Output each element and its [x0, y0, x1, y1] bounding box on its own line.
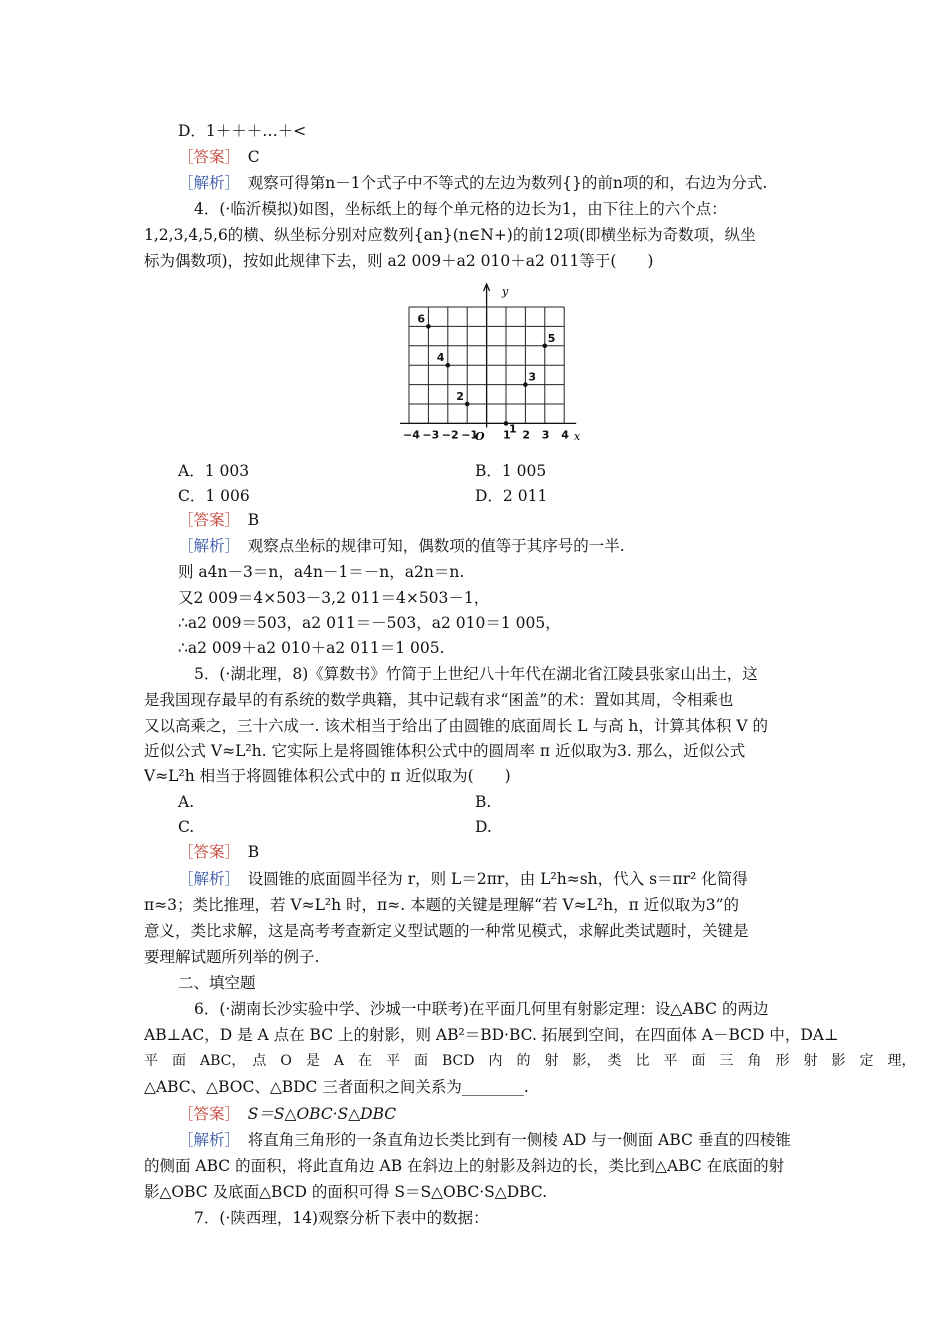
q4-option-c: C．1 006 [178, 487, 250, 505]
analysis-text: 观察点坐标的规律可知，偶数项的值等于其序号的一半. [247, 537, 625, 555]
analysis-label: ［解析］ [178, 870, 233, 888]
q4-work-1: 则 a4n－3＝n，a4n－1＝－n，a2n＝n. [178, 563, 465, 581]
answer-value: B [247, 511, 260, 529]
point-label-3: 3 [528, 370, 537, 384]
q6-line1: 6．(·湖南长沙实验中学、沙城一中联考)在平面几何里有射影定理：设△ABC 的两边 [194, 1000, 769, 1018]
point-label-2: 2 [456, 390, 464, 403]
x-tick-label: −1 [461, 428, 479, 442]
q5-line2: 是我国现存最早的有系统的数学典籍，其中记载有求“囷盖”的术：置如其周，令相乘也 [144, 691, 734, 709]
x-tick-label: 4 [561, 428, 569, 442]
q5-analysis-4: 要理解试题所列举的例子. [144, 948, 320, 966]
q5-option-c: C. [178, 818, 195, 836]
point-label-6: 6 [417, 312, 426, 326]
q5-line5: V≈L²h 相当于将圆锥体积公式中的 π 近似取为( ) [144, 767, 511, 785]
point-5 [543, 344, 548, 349]
answer-label: ［答案］ [178, 843, 233, 861]
section-heading: 二、填空题 [178, 974, 256, 992]
analysis-text: 将直角三角形的一条直角边长类比到有一侧棱 AD 与一侧面 ABC 垂直的四棱锥 [247, 1131, 791, 1149]
analysis-text: 观察可得第n－1个式子中不等式的左边为数列{}的前n项的和，右边为分式. [247, 174, 768, 192]
q3-analysis-row [178, 172, 767, 194]
q6-line3: 平 面 ABC， 点 O 是 A 在 平 面 BCD 内 的 射 影， 类 比 平 面 三 角 形 射 影 定 理， [144, 1053, 916, 1069]
x-tick-label: −3 [422, 428, 440, 442]
q4-work-4: ∴a2 009＋a2 010＋a2 011＝1 005. [178, 639, 445, 657]
q6-answer-row [178, 1103, 396, 1125]
q6-analysis-row [178, 1129, 791, 1151]
answer-value: C [247, 148, 260, 166]
q6-analysis-3: 影△OBC 及底面△BCD 的面积可得 S＝S△OBC·S△DBC. [144, 1183, 548, 1201]
x-tick-label: −4 [403, 428, 420, 442]
y-axis-label: y [502, 285, 509, 298]
q5-answer-row [178, 841, 259, 863]
q5-line1: 5．(·湖北理，8)《算数书》竹简于上世纪八十年代在湖北省江陵县张家山出土，这 [194, 665, 758, 683]
q6-line4: △ABC、△BOC、△BDC 三者面积之间关系为________. [144, 1078, 529, 1096]
q4-work-2: 又2 009＝4×503－3,2 011＝4×503－1， [178, 589, 490, 607]
analysis-label: ［解析］ [178, 537, 233, 555]
q3-answer-row [178, 146, 260, 168]
point-label-4: 4 [436, 351, 445, 365]
q5-analysis-row [178, 868, 748, 890]
x-tick-labels [403, 428, 569, 441]
x-tick-label: 2 [522, 428, 531, 442]
q4-answer-row [178, 509, 259, 531]
q4-option-b: B．1 005 [475, 462, 547, 480]
q5-option-a: A. [178, 793, 195, 811]
point-label-5: 5 [547, 331, 556, 345]
answer-label: ［答案］ [178, 511, 233, 529]
q6-line2: AB⊥AC，D 是 A 点在 BC 上的射影，则 AB²＝BD·BC. 拓展到空间，在四面体 A－BCD 中，DA⊥ [144, 1026, 839, 1044]
x-axis-label: x [574, 430, 581, 443]
q5-option-d: D. [475, 818, 492, 836]
q6-analysis-2: 的侧面 ABC 的面积，将此直角边 AB 在斜边上的射影及斜边的长，类比到△ABC 在底面的射 [144, 1157, 785, 1175]
analysis-text: 设圆锥的底面圆半径为 r，则 L＝2πr，由 L²h≈sh，代入 s＝πr² 化简得 [247, 870, 748, 888]
q3-option-d: D．1＋＋＋…＋< [178, 122, 307, 140]
q7-line1: 7．(·陕西理，14)观察分析下表中的数据： [194, 1209, 489, 1227]
point-label-1: 1 [509, 422, 517, 436]
q5-line4: 近似公式 V≈L²h. 它实际上是将圆锥体积公式中的圆周率 π 近似取为3. 那么，近似公式 [144, 742, 746, 760]
q5-analysis-3: 意义，类比求解，这是高考考查新定义型试题的一种常见模式，求解此类试题时，关键是 [144, 922, 749, 940]
point-2 [465, 402, 470, 407]
analysis-label: ［解析］ [178, 174, 233, 192]
answer-label: ［答案］ [178, 1105, 233, 1123]
q4-line1: 4．(·临沂模拟)如图，坐标纸上的每个单元格的边长为1，由下往上的六个点： [194, 200, 727, 218]
q4-line3: 标为偶数项)，按如此规律下去，则 a2 009＋a2 010＋a2 011等于( ) [144, 252, 654, 270]
q4-option-d: D．2 011 [475, 487, 548, 505]
q5-option-b: B. [475, 793, 492, 811]
point-4 [446, 363, 451, 368]
q5-line3: 又以高乘之，三十六成一. 该术相当于给出了由圆锥的底面周长 L 与高 h，计算其体积 V 的 [144, 717, 768, 735]
answer-value: B [247, 843, 260, 861]
q4-option-a: A．1 003 [178, 462, 250, 480]
coordinate-grid-figure [396, 283, 596, 445]
q4-work-3: ∴a2 009＝503，a2 011＝－503，a2 010＝1 005， [178, 614, 561, 632]
x-tick-label: −2 [441, 428, 459, 442]
point-3 [523, 382, 528, 387]
origin-label: O [475, 430, 485, 443]
x-tick-label: 3 [541, 428, 550, 442]
axes [400, 284, 576, 427]
x-tick-label: 1 [503, 428, 511, 442]
q4-analysis-row [178, 535, 625, 557]
answer-label: ［答案］ [178, 148, 233, 166]
point-6 [426, 324, 431, 329]
q4-line2: 1,2,3,4,5,6的横、纵坐标分别对应数列{an}(n∈N+)的前12项(即横坐标为奇数项，纵坐 [144, 226, 756, 244]
analysis-label: ［解析］ [178, 1131, 233, 1149]
q5-analysis-2: π≈3；类比推理，若 V≈L²h 时，π≈. 本题的关键是理解“若 V≈L²h，π 近似取为3”的 [144, 896, 740, 914]
point-1 [504, 421, 509, 426]
answer-value: S＝S△OBC·S△DBC [247, 1105, 397, 1123]
